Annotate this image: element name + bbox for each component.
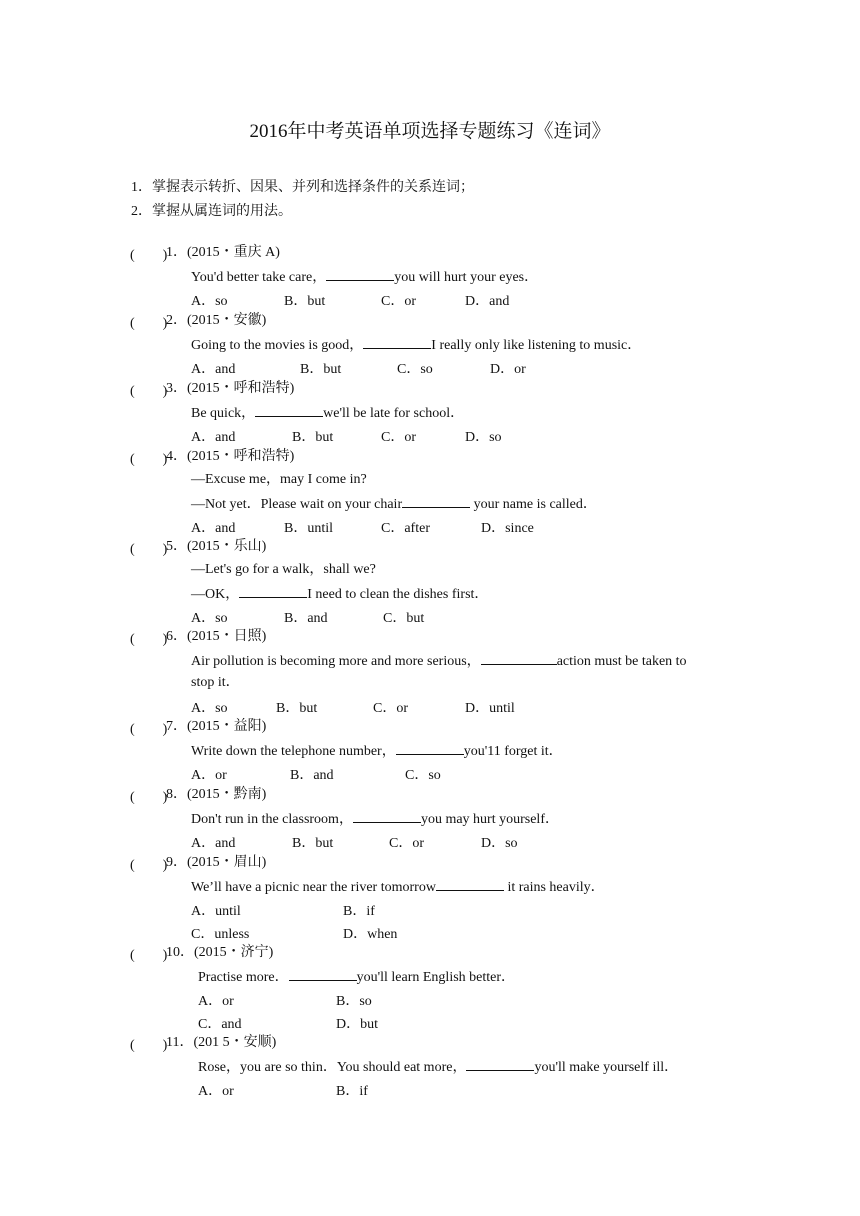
question-text-post: I really only like listening to music．: [431, 338, 642, 353]
option-a[interactable]: A．until: [191, 904, 241, 919]
option-a[interactable]: A．or: [198, 994, 234, 1009]
answer-paren[interactable]: ( ): [130, 1038, 168, 1053]
question-header: 10．(2015・济宁): [166, 945, 274, 960]
answer-blank[interactable]: [255, 403, 323, 417]
answer-blank[interactable]: [436, 877, 504, 891]
option-b[interactable]: B．and: [290, 768, 334, 783]
question-header: 6．(2015・日照): [166, 629, 267, 644]
question-text-pre: —Not yet．Please wait on your chair: [191, 497, 403, 512]
question-text-pre: Don't run in the classroom，: [191, 812, 353, 827]
question-text-pre: —Excuse me，may I come in?: [191, 472, 367, 487]
option-d[interactable]: D．and: [465, 294, 510, 309]
question-text: [198, 1057, 678, 1077]
option-b[interactable]: B．but: [284, 294, 326, 309]
objective-2: 2．掌握从属连词的用法。: [131, 204, 292, 219]
answer-blank[interactable]: [353, 809, 421, 823]
option-a[interactable]: A．and: [191, 836, 236, 851]
option-c[interactable]: C．after: [381, 521, 430, 536]
option-b[interactable]: B．until: [284, 521, 334, 536]
option-d[interactable]: D．so: [481, 836, 518, 851]
option-a[interactable]: A．so: [191, 294, 228, 309]
question-header: 3．(2015・呼和浩特): [166, 381, 295, 396]
question-text-post: you'll make yourself ill．: [534, 1060, 679, 1075]
question-text-post: we'll be late for school．: [323, 406, 465, 421]
answer-blank[interactable]: [481, 651, 557, 665]
option-b[interactable]: B．and: [284, 611, 328, 626]
question-text-post: you'll learn English better．: [356, 970, 516, 985]
option-c[interactable]: C．but: [383, 611, 425, 626]
option-c[interactable]: C．or: [381, 294, 416, 309]
question-header: 7．(2015・益阳): [166, 719, 267, 734]
question-text-post: you will hurt your eyes．: [394, 270, 539, 285]
question-header: 1．(2015・重庆 A): [166, 245, 280, 260]
question-text: [191, 741, 563, 761]
option-d[interactable]: D．when: [343, 927, 398, 942]
answer-paren[interactable]: ( ): [130, 948, 168, 963]
option-a[interactable]: A．and: [191, 362, 236, 377]
page-title: 2016年中考英语单项选择专题练习《连词》: [249, 121, 611, 142]
answer-paren[interactable]: ( ): [130, 858, 168, 873]
question-header: 4．(2015・呼和浩特): [166, 449, 295, 464]
question-header: 5．(2015・乐山): [166, 539, 267, 554]
question-text-pre: Going to the movies is good，: [191, 338, 364, 353]
option-c[interactable]: C．or: [389, 836, 424, 851]
question-text-post: your name is called．: [470, 497, 597, 512]
question-text: [191, 403, 464, 423]
answer-blank[interactable]: [402, 494, 470, 508]
answer-paren[interactable]: ( ): [130, 316, 168, 331]
question-text: [191, 335, 641, 355]
option-b[interactable]: B．so: [336, 994, 372, 1009]
option-d[interactable]: D．but: [336, 1017, 378, 1032]
answer-blank[interactable]: [239, 584, 307, 598]
question-text-pre: —OK，: [191, 587, 240, 602]
answer-blank[interactable]: [326, 267, 394, 281]
option-b[interactable]: B．but: [292, 430, 334, 445]
question-text: [191, 494, 597, 514]
option-c[interactable]: C．so: [397, 362, 433, 377]
option-d[interactable]: D．so: [465, 430, 502, 445]
answer-paren[interactable]: ( ): [130, 632, 168, 647]
question-text-pre: Air pollution is becoming more and more serious，: [191, 654, 481, 669]
question-text: [191, 809, 559, 829]
objective-1: 1．掌握表示转折、因果、并列和选择条件的关系连词；: [131, 180, 474, 195]
option-a[interactable]: A．so: [191, 611, 228, 626]
question-text: [191, 267, 538, 287]
question-text-pre: —Let's go for a walk，shall we?: [191, 562, 376, 577]
answer-blank[interactable]: [363, 335, 431, 349]
option-c[interactable]: C．or: [381, 430, 416, 445]
question-text-post: you'11 forget it．: [463, 744, 563, 759]
option-b[interactable]: B．but: [276, 701, 318, 716]
answer-blank[interactable]: [396, 741, 464, 755]
question-text-pre: Be quick，: [191, 406, 256, 421]
question-text: [191, 471, 367, 489]
answer-paren[interactable]: ( ): [130, 452, 168, 467]
question-header: 9．(2015・眉山): [166, 855, 267, 870]
option-d[interactable]: D．until: [465, 701, 515, 716]
option-b[interactable]: B．but: [292, 836, 334, 851]
answer-blank[interactable]: [289, 967, 357, 981]
option-b[interactable]: B．if: [336, 1084, 368, 1099]
option-b[interactable]: B．if: [343, 904, 375, 919]
question-text-pre: Write down the telephone number，: [191, 744, 396, 759]
question-text: [191, 877, 605, 897]
question-text-post: action must be taken to: [556, 654, 687, 669]
option-d[interactable]: D．since: [481, 521, 534, 536]
question-text: [198, 967, 515, 987]
question-header: 2．(2015・安徽): [166, 313, 267, 328]
option-a[interactable]: A．and: [191, 521, 236, 536]
option-a[interactable]: A．so: [191, 701, 228, 716]
question-text: [191, 674, 240, 692]
option-c[interactable]: C．or: [373, 701, 408, 716]
question-text-post: you may hurt yourself．: [420, 812, 559, 827]
option-c[interactable]: C．so: [405, 768, 441, 783]
question-text-post: I need to clean the dishes first．: [307, 587, 489, 602]
answer-paren[interactable]: ( ): [130, 384, 168, 399]
question-header: 11．(201 5・安顺): [166, 1035, 277, 1050]
question-text-pre: We’ll have a picnic near the river tomorrow: [191, 880, 436, 895]
question-text-pre: Rose，you are so thin．You should eat more，: [198, 1060, 467, 1075]
option-d[interactable]: D．or: [490, 362, 526, 377]
question-text-pre: You'd better take care，: [191, 270, 327, 285]
option-a[interactable]: A．or: [191, 768, 227, 783]
question-text: [191, 651, 687, 671]
question-text-pre: Practise more．: [198, 970, 289, 985]
question-text-post: it rains heavily．: [503, 880, 605, 895]
option-c[interactable]: C．unless: [191, 927, 250, 942]
answer-paren[interactable]: ( ): [130, 722, 168, 737]
answer-paren[interactable]: ( ): [130, 790, 168, 805]
option-b[interactable]: B．but: [300, 362, 342, 377]
question-text-pre: stop it．: [191, 675, 240, 690]
option-a[interactable]: A．and: [191, 430, 236, 445]
question-text: [191, 584, 488, 604]
answer-blank[interactable]: [466, 1057, 534, 1071]
answer-paren[interactable]: ( ): [130, 248, 168, 263]
question-text: [191, 561, 376, 579]
option-a[interactable]: A．or: [198, 1084, 234, 1099]
question-header: 8．(2015・黔南): [166, 787, 267, 802]
answer-paren[interactable]: ( ): [130, 542, 168, 557]
option-c[interactable]: C．and: [198, 1017, 242, 1032]
